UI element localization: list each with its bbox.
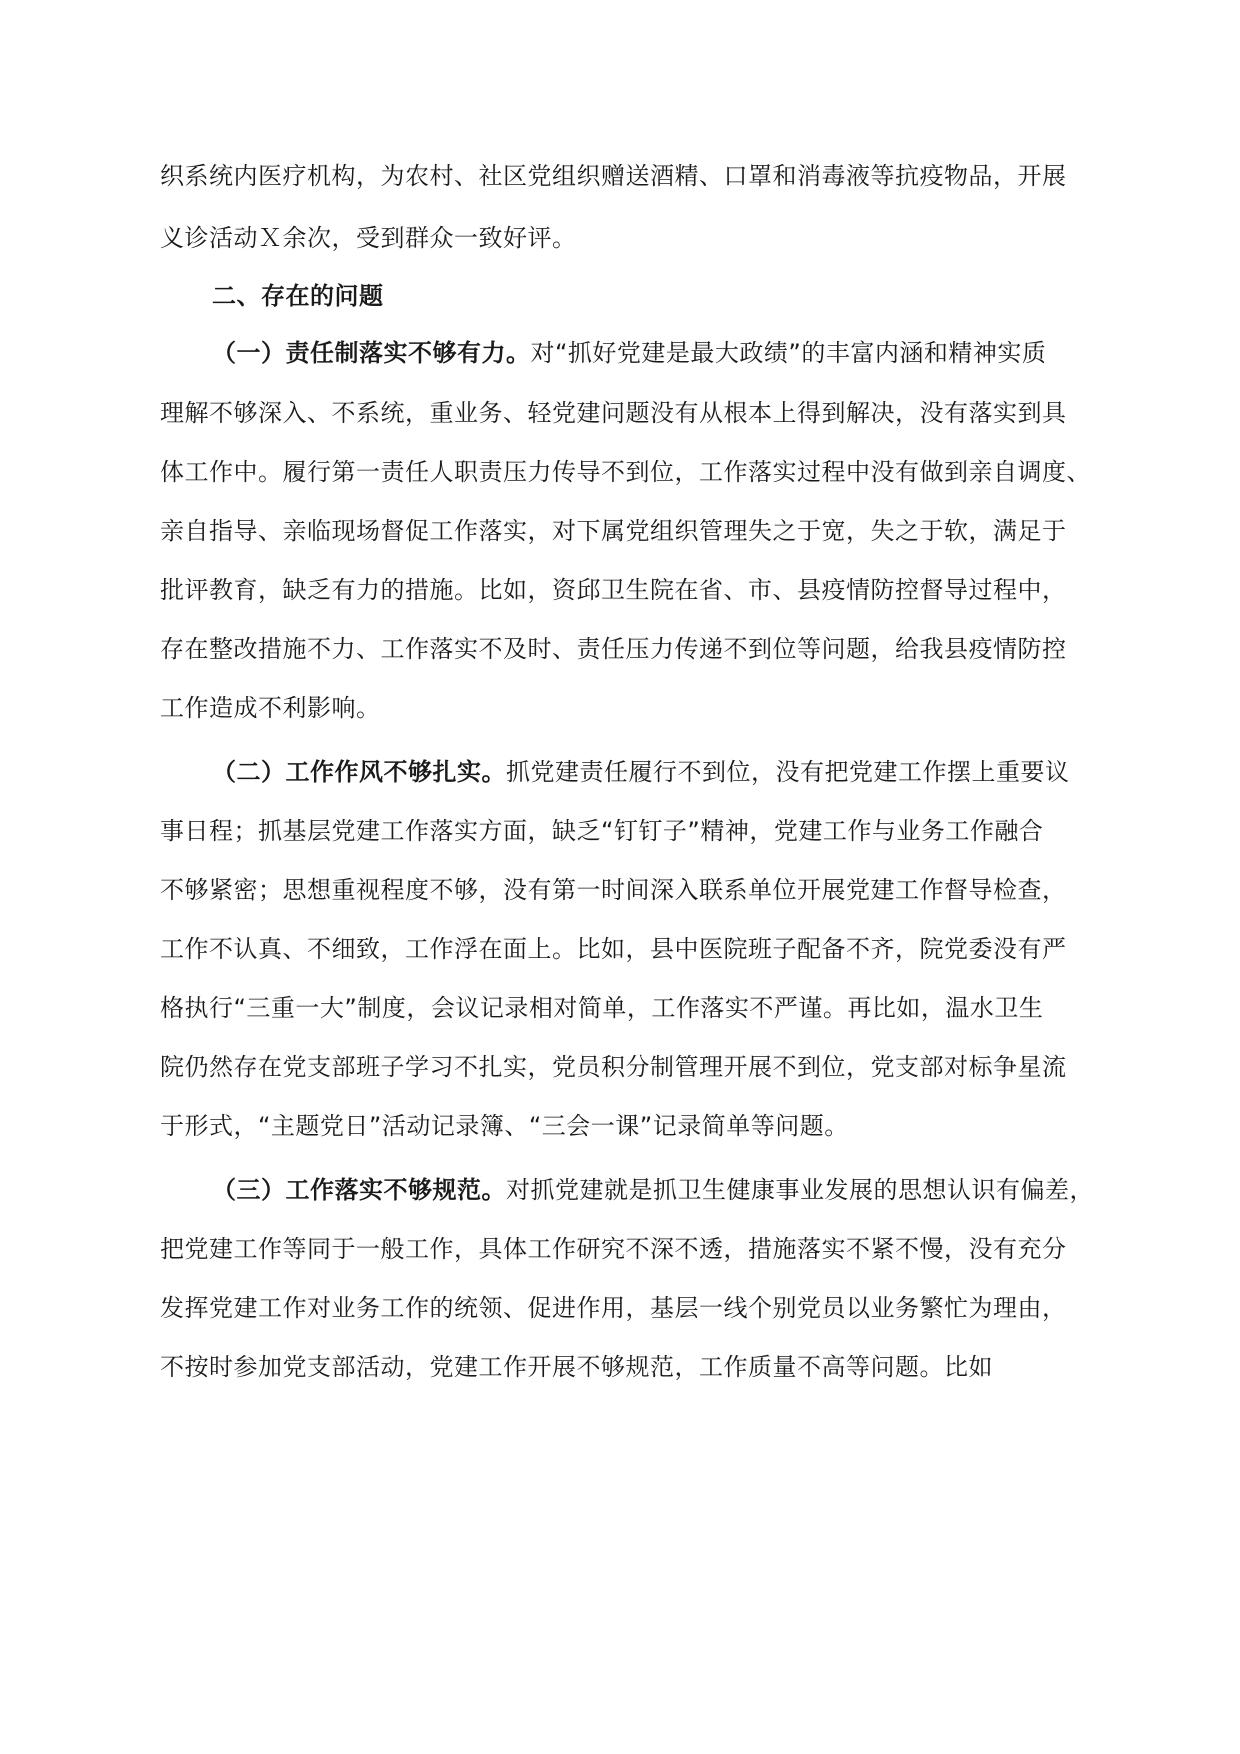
p2-line-5: 格执行“三重一大”制度，会议记录相对简单，工作落实不严谨。再比如，温水卫生 [160,994,1044,1022]
p1-line-4: 亲自指导、亲临现场督促工作落实，对下属党组织管理失之于宽，失之于软，满足于 [160,517,1067,545]
p2-line-6: 院仍然存在党支部班子学习不扎实，党员积分制管理开展不到位，党支部对标争星流 [160,1053,1067,1081]
p2-line-4: 工作不认真、不细致，工作浮在面上。比如，县中医院班子配备不齐，院党委没有严 [160,935,1067,963]
p1-line-5: 批评教育，缺乏有力的措施。比如，资邱卫生院在省、市、县疫情防控督导过程中， [160,576,1067,604]
p3-first-rest: 对抓党建就是抓卫生健康事业发展的思想认识有偏差， [506,1176,1094,1204]
p1-line-3: 体工作中。履行第一责任人职责压力传导不到位，工作落实过程中没有做到亲自调度、 [160,458,1091,486]
p2-first-line [212,760,1070,784]
p3-lead: （三）工作落实不够规范。 [212,1176,506,1204]
p3-line-3: 发挥党建工作对业务工作的统领、促进作用，基层一线个别党员以业务繁忙为理由， [160,1294,1067,1322]
intro-line-2: 义诊活动Ｘ余次，受到群众一致好评。 [160,224,577,252]
p2-first-rest: 抓党建责任履行不到位，没有把党建工作摆上重要议 [506,758,1070,786]
p2-line-2: 事日程；抓基层党建工作落实方面，缺乏“钉钉子”精神，党建工作与业务工作融合 [160,817,1044,845]
p3-line-2: 把党建工作等同于一般工作，具体工作研究不深不透，措施落实不紧不慢，没有充分 [160,1235,1067,1263]
p1-lead: （一）责任制落实不够有力。 [212,339,531,367]
p2-lead: （二）工作作风不够扎实。 [212,758,506,786]
p1-first-rest: 对“抓好党建是最大政绩”的丰富内涵和精神实质 [530,339,1047,367]
section-heading: 二、存在的问题 [212,282,384,310]
p3-line-4: 不按时参加党支部活动，党建工作开展不够规范，工作质量不高等问题。比如 [160,1353,993,1381]
intro-line-1: 织系统内医疗机构，为农村、社区党组织赠送酒精、口罩和消毒液等抗疫物品，开展 [160,162,1067,190]
p2-line-3: 不够紧密；思想重视程度不够，没有第一时间深入联系单位开展党建工作督导检查， [160,876,1067,904]
p1-first-line [212,341,1046,365]
p1-line-2: 理解不够深入、不系统，重业务、轻党建问题没有从根本上得到解决，没有落实到具 [160,399,1067,427]
p3-first-line [212,1178,1094,1202]
p2-line-7: 于形式，“主题党日”活动记录簿、“三会一课”记录简单等问题。 [160,1112,849,1140]
p1-line-7: 工作造成不利影响。 [160,694,381,722]
p1-line-6: 存在整改措施不力、工作落实不及时、责任压力传递不到位等问题，给我县疫情防控 [160,635,1067,663]
